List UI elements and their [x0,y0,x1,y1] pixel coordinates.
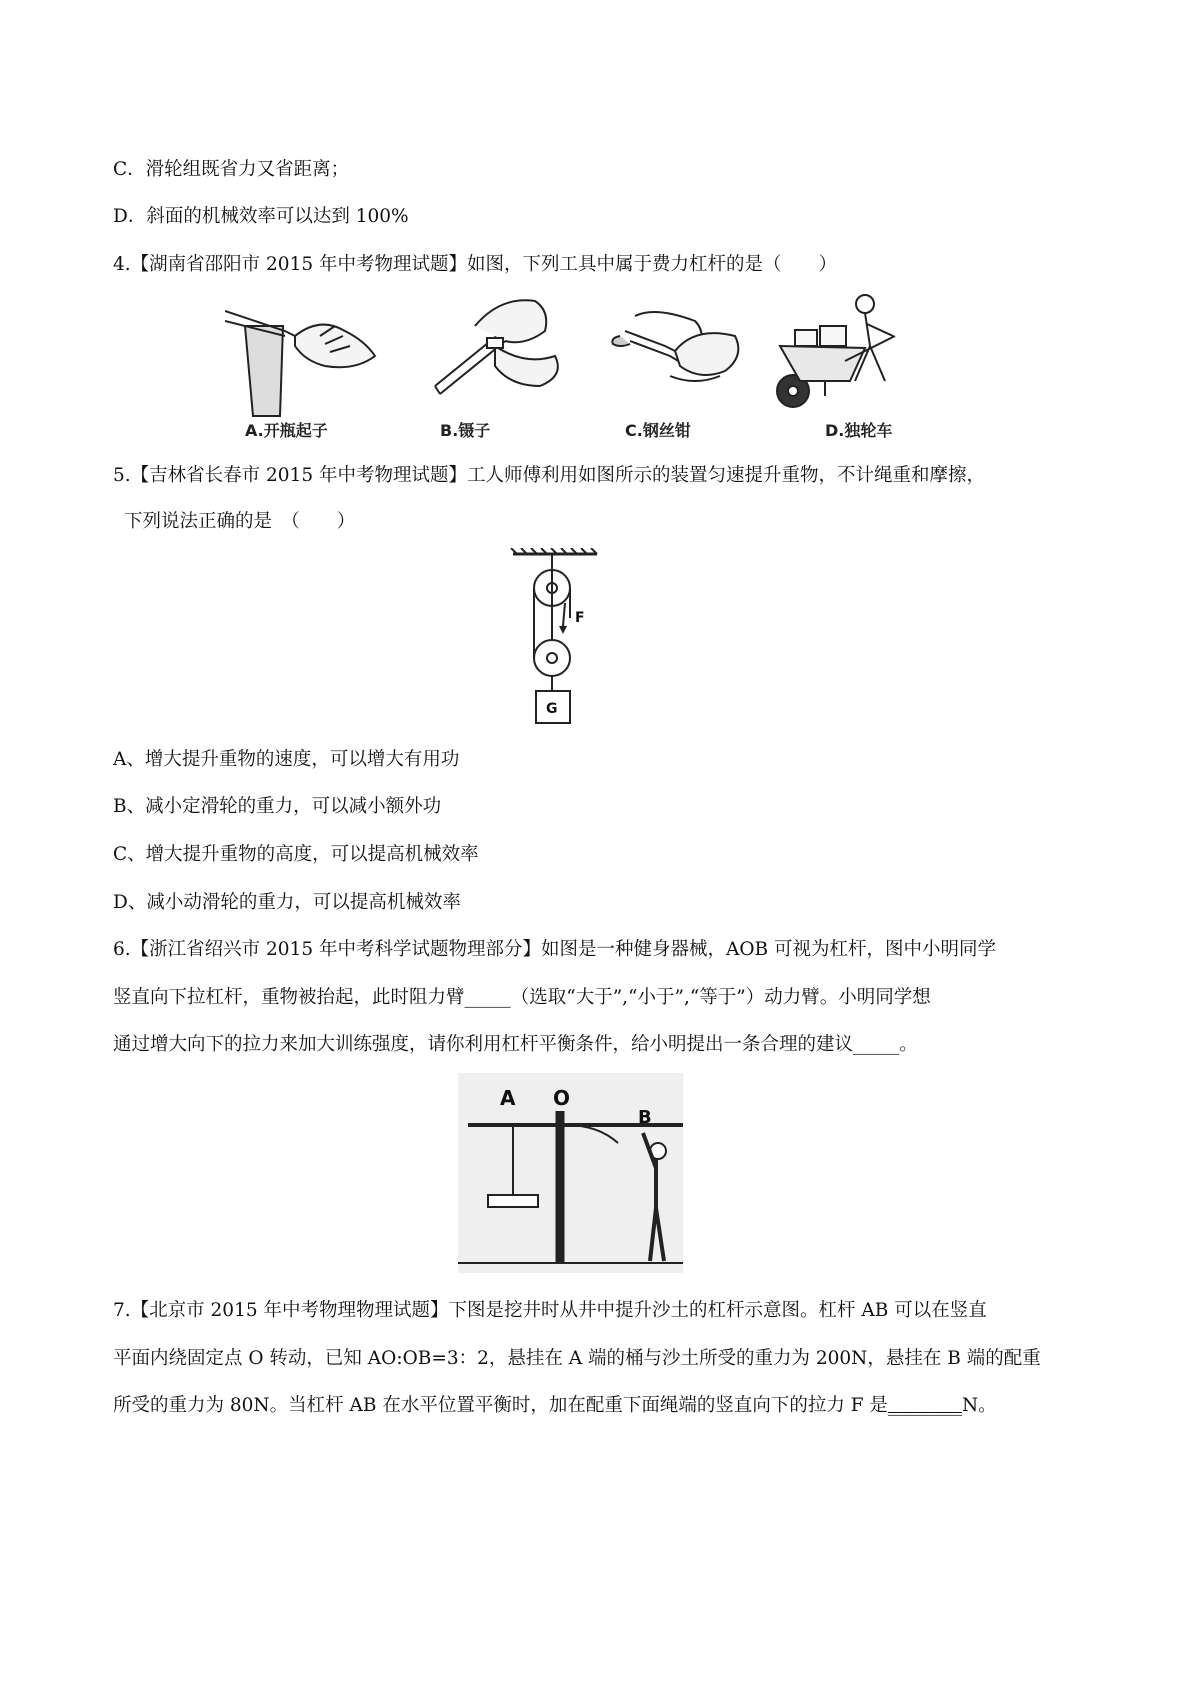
q4-caption-a: A.开瓶起子 [245,421,328,440]
pliers-image [612,312,738,381]
q5-option-b: B、减小定滑轮的重力，可以减小额外功 [113,796,442,817]
q6-line2: 竖直向下拉杠杆，重物被抬起，此时阻力臂_____（选取“大于”,“小于”,“等于”）动力臂。小明同学想 [113,987,931,1008]
q4-caption-c: C.钢丝钳 [625,421,691,440]
q7-answer-blank: ________ [887,1395,962,1416]
q7-line3-text: 所受的重力为 80N。当杠杆 AB 在水平位置平衡时，加在配重下面绳端的竖直向下的拉力 F 是 [113,1395,888,1416]
q3-option-d: D．斜面的机械效率可以达到 100% [113,206,409,227]
q5-stem-line2: 下列说法正确的是 （ ） [124,511,356,532]
q5-option-d: D、减小动滑轮的重力，可以提高机械效率 [113,892,461,913]
q5-option-a: A、增大提升重物的速度，可以增大有用功 [113,749,460,770]
q4-caption-d: D.独轮车 [825,421,893,440]
wheelbarrow-image [777,295,895,407]
q7-line3 [113,1393,997,1419]
weight-label-g: G [546,701,558,717]
q7-line3-unit: N。 [961,1395,997,1416]
q3-option-c: C．滑轮组既省力又省距离； [113,159,350,180]
force-label-f: F [575,610,585,626]
bottle-opener-image [225,311,375,416]
tweezers-image [435,300,558,394]
fitness-lever-figure [458,1073,683,1273]
q6-line3: 通过增大向下的拉力来加大训练强度，请你利用杠杆平衡条件，给小明提出一条合理的建议_____。 [113,1034,918,1055]
q4-tools-figure [225,286,995,442]
q4-caption-b: B.镊子 [440,421,491,440]
pulley-system-figure [505,548,615,728]
q4-stem: 4.【湖南省邵阳市 2015 年中考物理试题】如图，下列工具中属于费力杠杆的是（ ） [113,254,837,275]
q5-option-c: C、增大提升重物的高度，可以提高机械效率 [113,844,479,865]
q7-line2: 平面内绕固定点 O 转动，已知 AO:OB=3：2，悬挂在 A 端的桶与沙土所受的重力为 200N，悬挂在 B 端的配重 [113,1348,1041,1369]
q5-stem-line1: 5.【吉林省长春市 2015 年中考物理试题】工人师傅利用如图所示的装置匀速提升重物，不计绳重和摩擦， [113,465,985,486]
q7-line1: 7.【北京市 2015 年中考物理物理试题】下图是挖井时从井中提升沙土的杠杆示意图。杠杆 AB 可以在竖直 [113,1300,987,1321]
lever-label-a: A [500,1086,516,1110]
lever-label-b: B [638,1107,652,1128]
lever-label-o: O [553,1086,571,1110]
q6-line1: 6.【浙江省绍兴市 2015 年中考科学试题物理部分】如图是一种健身器械，AOB 可视为杠杆，图中小明同学 [113,939,996,960]
